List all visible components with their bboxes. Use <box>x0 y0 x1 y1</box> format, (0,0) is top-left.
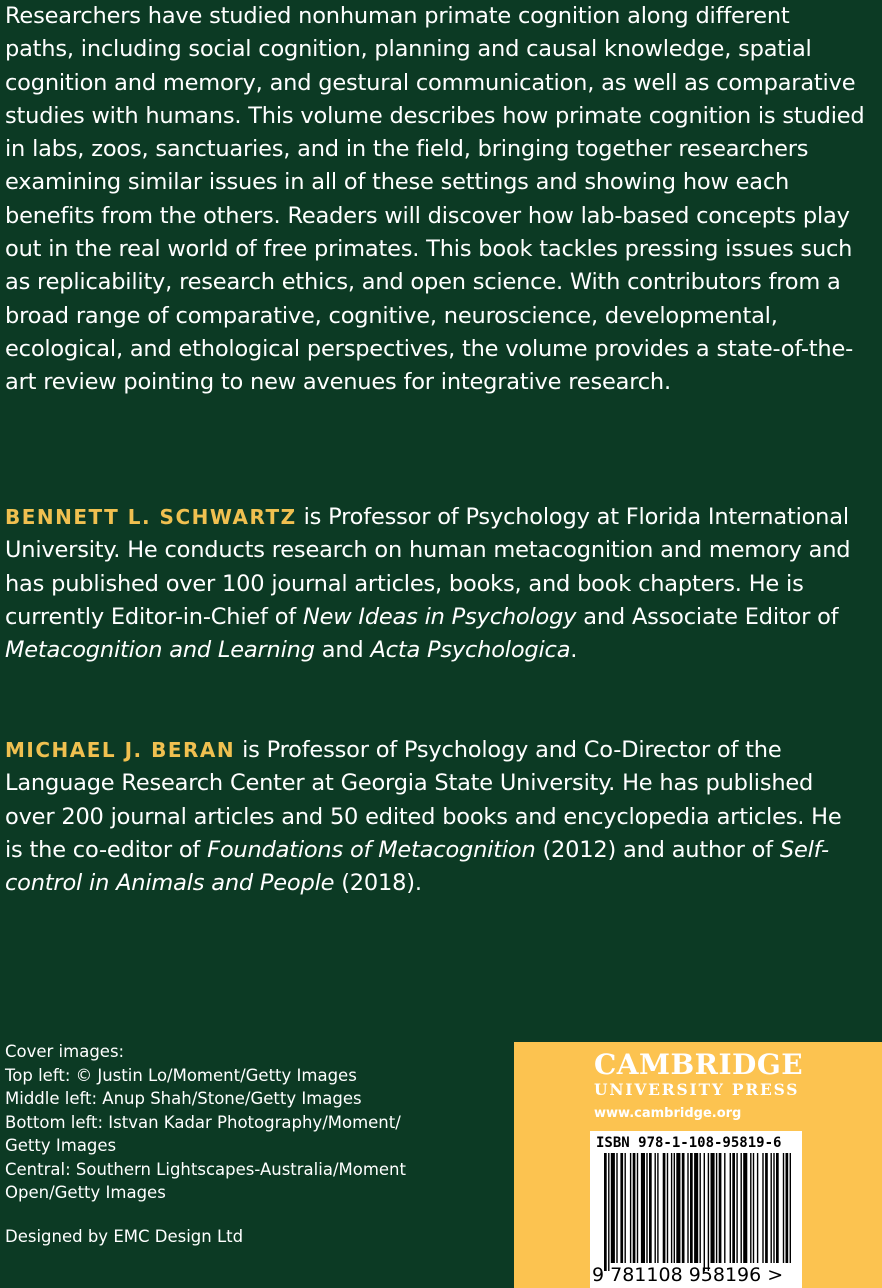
barcode-bar <box>616 1153 617 1263</box>
barcode-bar <box>736 1153 737 1263</box>
publisher-url: www.cambridge.org <box>594 1106 742 1121</box>
barcode-bar <box>649 1153 652 1263</box>
barcode-bar <box>783 1153 784 1263</box>
journal-title: New Ideas in Psychology <box>302 603 577 630</box>
barcode-bar <box>682 1153 685 1263</box>
bio-text: (2012) and author of <box>535 836 780 863</box>
designer-credit: Designed by EMC Design Ltd <box>5 1227 244 1246</box>
credit-line: Getty Images <box>5 1136 117 1155</box>
credit-line: Bottom left: Istvan Kadar Photography/Moment/ <box>5 1112 401 1132</box>
book-title: Self-control in Animals and People <box>5 836 829 897</box>
barcode-bar <box>663 1153 666 1263</box>
cover-image-credits <box>5 1040 505 1205</box>
bio-text: and Associate Editor of <box>576 603 839 630</box>
barcode-bar <box>674 1153 675 1263</box>
barcode-bar <box>730 1153 731 1263</box>
author-bio-beran <box>5 734 865 900</box>
barcode-bar <box>762 1153 763 1263</box>
barcode-bar <box>604 1153 607 1271</box>
barcode-bar <box>773 1153 774 1263</box>
barcode-bar <box>704 1153 705 1271</box>
barcode-bar <box>690 1153 693 1263</box>
book-description: Researchers have studied nonhuman primate cognition along different paths, including social cognition, planning and causal knowledge, spatial cognition and memory, and gestural communication, as well as comparative studies with humans. This volume describes how primate cognition is studied in labs, zoos, sanctuaries, and in the field, bringing together researchers examining similar issues in all of these settings and showing how each benefits from the others. Readers will discover how lab-based concepts play out in the real world of free primates. This book tackles pressing issues such as replicability, research ethics, and open science. With contributors from a broad range of comparative, cognitive, neuroscience, developmental, ecological, and ethological perspectives, the volume provides a state-of-the-art review pointing to new avenues for integrative research. <box>5 3 865 396</box>
barcode-bar <box>655 1153 656 1263</box>
bio-text: (2018). <box>334 870 422 897</box>
bio-text: is Professor of Psychology at Florida International University. He conducts research on human metacognition and memory and has published over 100 journal articles, books, and book chapters. He is currently Editor-in-Chief of <box>5 504 851 630</box>
barcode-bar <box>765 1153 768 1263</box>
author-name: MICHAEL J. BERAN <box>5 738 236 762</box>
isbn-barcode <box>590 1131 802 1288</box>
barcode-bar <box>790 1153 791 1263</box>
bio-text: . <box>570 637 578 664</box>
barcode-bar <box>641 1153 645 1263</box>
barcode-bar <box>732 1153 735 1263</box>
barcode-bar <box>753 1153 754 1263</box>
isbn-label: ISBN 978-1-108-95819-6 <box>596 1135 782 1151</box>
barcode-bar <box>687 1153 688 1263</box>
publisher-panel <box>514 1042 882 1288</box>
credit-line: Top left: © Justin Lo/Moment/Getty Images <box>5 1065 357 1085</box>
barcode-bar <box>671 1153 672 1263</box>
barcode-bar <box>719 1153 722 1263</box>
barcode-bar <box>743 1153 747 1263</box>
barcode-bar <box>750 1153 751 1263</box>
credit-line: Middle left: Anup Shah/Stone/Getty Images <box>5 1089 362 1108</box>
bio-text: and <box>314 637 371 664</box>
publisher-logo-press: UNIVERSITY PRESS <box>594 1080 800 1099</box>
barcode-bar <box>625 1153 626 1263</box>
barcode-bar <box>776 1153 779 1263</box>
author-name: BENNETT L. SCHWARTZ <box>5 505 297 529</box>
barcode-bar <box>724 1153 725 1263</box>
barcode-bar <box>657 1153 658 1263</box>
credit-line: Cover images: <box>5 1042 125 1061</box>
credit-line: Open/Getty Images <box>5 1183 166 1202</box>
barcode-bar <box>667 1153 668 1263</box>
barcode-bar <box>786 1153 789 1263</box>
author-bio-schwartz <box>5 501 865 667</box>
publisher-logo-name: CAMBRIDGE <box>594 1048 804 1081</box>
barcode-bar <box>611 1153 615 1263</box>
barcode-bar <box>700 1153 701 1263</box>
barcode-bar <box>633 1153 636 1263</box>
barcode-bar <box>620 1153 623 1263</box>
book-title: Foundations of Metacognition <box>207 836 536 863</box>
barcode-bar <box>711 1153 715 1263</box>
bio-text: is Professor of Psychology and Co-Director of the Language Research Center at Georgia State University. He has published over 200 journal articles and 50 edited books and encyclopedia articles. He is the co-editor of <box>5 737 842 863</box>
journal-title: Acta Psychologica <box>370 637 571 664</box>
barcode-digits: 9 781108 958196 > <box>592 1264 784 1286</box>
barcode-bar <box>608 1153 609 1271</box>
journal-title: Metacognition and Learning <box>5 637 315 664</box>
credit-line: Central: Southern Lightscapes-Australia/Moment <box>5 1159 406 1179</box>
barcode-bar <box>646 1153 647 1263</box>
barcode-bar <box>716 1153 717 1263</box>
barcode-bar <box>694 1153 698 1263</box>
barcode-bar <box>708 1153 709 1271</box>
barcode-bar <box>637 1153 638 1263</box>
barcode-bar <box>771 1153 772 1263</box>
barcode-bar <box>757 1153 758 1263</box>
barcode-bar <box>741 1153 742 1263</box>
barcode-bar <box>630 1153 631 1263</box>
barcode-bar <box>676 1153 680 1263</box>
